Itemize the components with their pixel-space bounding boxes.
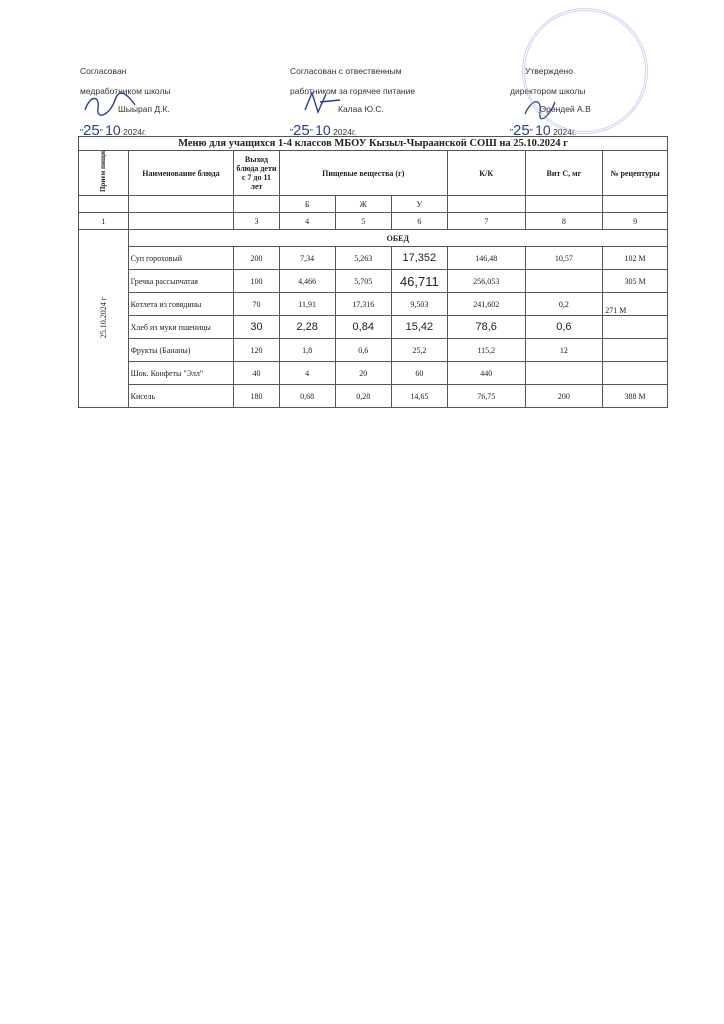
- col-num: 3: [234, 213, 279, 230]
- dish-b: 4,466: [279, 270, 335, 293]
- dish-vitc: [525, 270, 603, 293]
- table-row: [79, 316, 668, 339]
- dish-u: 25,2: [391, 339, 447, 362]
- approval-middle-name: Калаа Ю.С.: [338, 104, 384, 114]
- dish-yield: 120: [234, 339, 279, 362]
- dish-vitc: 12: [525, 339, 603, 362]
- col-num: 6: [391, 213, 447, 230]
- dish-b: 2,28: [279, 316, 335, 339]
- approval-right-date: "25" 10 2024г.: [510, 122, 577, 139]
- dish-zh: 17,316: [335, 293, 391, 316]
- dish-recipe: 102 М: [603, 247, 668, 270]
- dish-b: 1,8: [279, 339, 335, 362]
- col-num: [128, 213, 234, 230]
- dish-yield: 70: [234, 293, 279, 316]
- approval-right-line2: директором школы: [510, 86, 586, 96]
- dish-u: 15,42: [391, 316, 447, 339]
- dish-yield: 200: [234, 247, 279, 270]
- dish-zh: 0,84: [335, 316, 391, 339]
- dish-kk: 146,48: [447, 247, 525, 270]
- col-num: 7: [447, 213, 525, 230]
- approval-right-line1: Утверждено: [525, 66, 573, 76]
- table-title: Меню для учащихся 1-4 классов МБОУ Кызыл-Чыраанской СОШ на 25.10.2024 г: [79, 137, 668, 151]
- dish-recipe: 388 М: [603, 385, 668, 408]
- dish-name: Суп гороховый: [128, 247, 234, 270]
- dish-recipe: [603, 362, 668, 385]
- table-row: [79, 385, 668, 408]
- dish-kk: 241,602: [447, 293, 525, 316]
- subheader-b: Б: [279, 196, 335, 213]
- col-num: 8: [525, 213, 603, 230]
- dish-vitc: 10,57: [525, 247, 603, 270]
- dish-b: 0,68: [279, 385, 335, 408]
- approval-middle-line1: Согласован с отвественным: [290, 66, 402, 76]
- dish-u: 60: [391, 362, 447, 385]
- col-num: 9: [603, 213, 668, 230]
- dish-u: 9,503: [391, 293, 447, 316]
- dish-recipe: [603, 316, 668, 339]
- dish-vitc: [525, 362, 603, 385]
- dish-u: 46,711: [391, 270, 447, 293]
- table-row: [79, 247, 668, 270]
- dish-vitc: 200: [525, 385, 603, 408]
- subheader-u: У: [391, 196, 447, 213]
- dish-name: Фрукты (Бананы): [128, 339, 234, 362]
- dish-zh: 0,6: [335, 339, 391, 362]
- approval-left-date: "25" 10 2024г.: [80, 122, 147, 139]
- table-row: [79, 293, 668, 316]
- signature-middle: [300, 88, 350, 118]
- approval-middle-date: "25" 10 2024г.: [290, 122, 357, 139]
- dish-yield: 180: [234, 385, 279, 408]
- subheader-zh: Ж: [335, 196, 391, 213]
- header-kk: К/К: [447, 151, 525, 196]
- signature-left: [80, 90, 140, 120]
- approval-left-name: Шыырап Д.К.: [118, 104, 170, 114]
- header-yield: Выход блюда дети с 7 до 11 лет: [234, 151, 279, 196]
- dish-yield: 40: [234, 362, 279, 385]
- dish-kk: 115,2: [447, 339, 525, 362]
- header-nutrients: Пищевые вещества (г): [279, 151, 447, 196]
- table-row: [79, 339, 668, 362]
- table-row: [79, 270, 668, 293]
- col-num: 4: [279, 213, 335, 230]
- dish-kk: 76,75: [447, 385, 525, 408]
- dish-vitc: 0,6: [525, 316, 603, 339]
- approval-middle-line2: работником за горячее питание: [290, 86, 416, 96]
- approval-middle: [290, 66, 470, 139]
- dish-zh: 5,263: [335, 247, 391, 270]
- dish-zh: 0,28: [335, 385, 391, 408]
- dish-kk: 440: [447, 362, 525, 385]
- approval-left-line1: Согласован: [80, 66, 127, 76]
- school-stamp: [522, 8, 648, 134]
- dish-zh: 20: [335, 362, 391, 385]
- approval-left: [80, 66, 260, 139]
- header-meal: Прием пищи: [79, 151, 129, 196]
- dish-name: Гречка рассыпчатая: [128, 270, 234, 293]
- header-name: Наименование блюда: [128, 151, 234, 196]
- dish-recipe: 271 М: [603, 293, 668, 316]
- dish-zh: 5,705: [335, 270, 391, 293]
- dish-kk: 78,6: [447, 316, 525, 339]
- dish-name: Хлеб из муки пшеницы: [128, 316, 234, 339]
- dish-recipe: [603, 339, 668, 362]
- dish-b: 4: [279, 362, 335, 385]
- dish-name: Шок. Конфеты "Элл": [128, 362, 234, 385]
- dish-b: 11,91: [279, 293, 335, 316]
- dish-vitc: 0,2: [525, 293, 603, 316]
- dish-recipe: 305 М: [603, 270, 668, 293]
- dish-b: 7,34: [279, 247, 335, 270]
- table-row: [79, 362, 668, 385]
- dish-u: 14,65: [391, 385, 447, 408]
- approval-right-name: Эрендей А.В: [540, 104, 591, 114]
- approval-left-line2: медработником школы: [80, 86, 171, 96]
- dish-name: Котлета из говядины: [128, 293, 234, 316]
- column-numbers-row: [79, 213, 668, 230]
- col-num: 1: [79, 213, 129, 230]
- col-num: 5: [335, 213, 391, 230]
- dish-u: 17,352: [391, 247, 447, 270]
- dish-yield: 30: [234, 316, 279, 339]
- dish-kk: 256,053: [447, 270, 525, 293]
- dish-name: Кисель: [128, 385, 234, 408]
- menu-table: [78, 136, 668, 408]
- date-cell: 25.10.2024 г: [79, 230, 129, 408]
- approvals-header: [0, 0, 724, 140]
- header-recipe: № рецептуры: [603, 151, 668, 196]
- section-label: ОБЕД: [128, 230, 667, 247]
- dish-yield: 100: [234, 270, 279, 293]
- header-vitc: Вит С, мг: [525, 151, 603, 196]
